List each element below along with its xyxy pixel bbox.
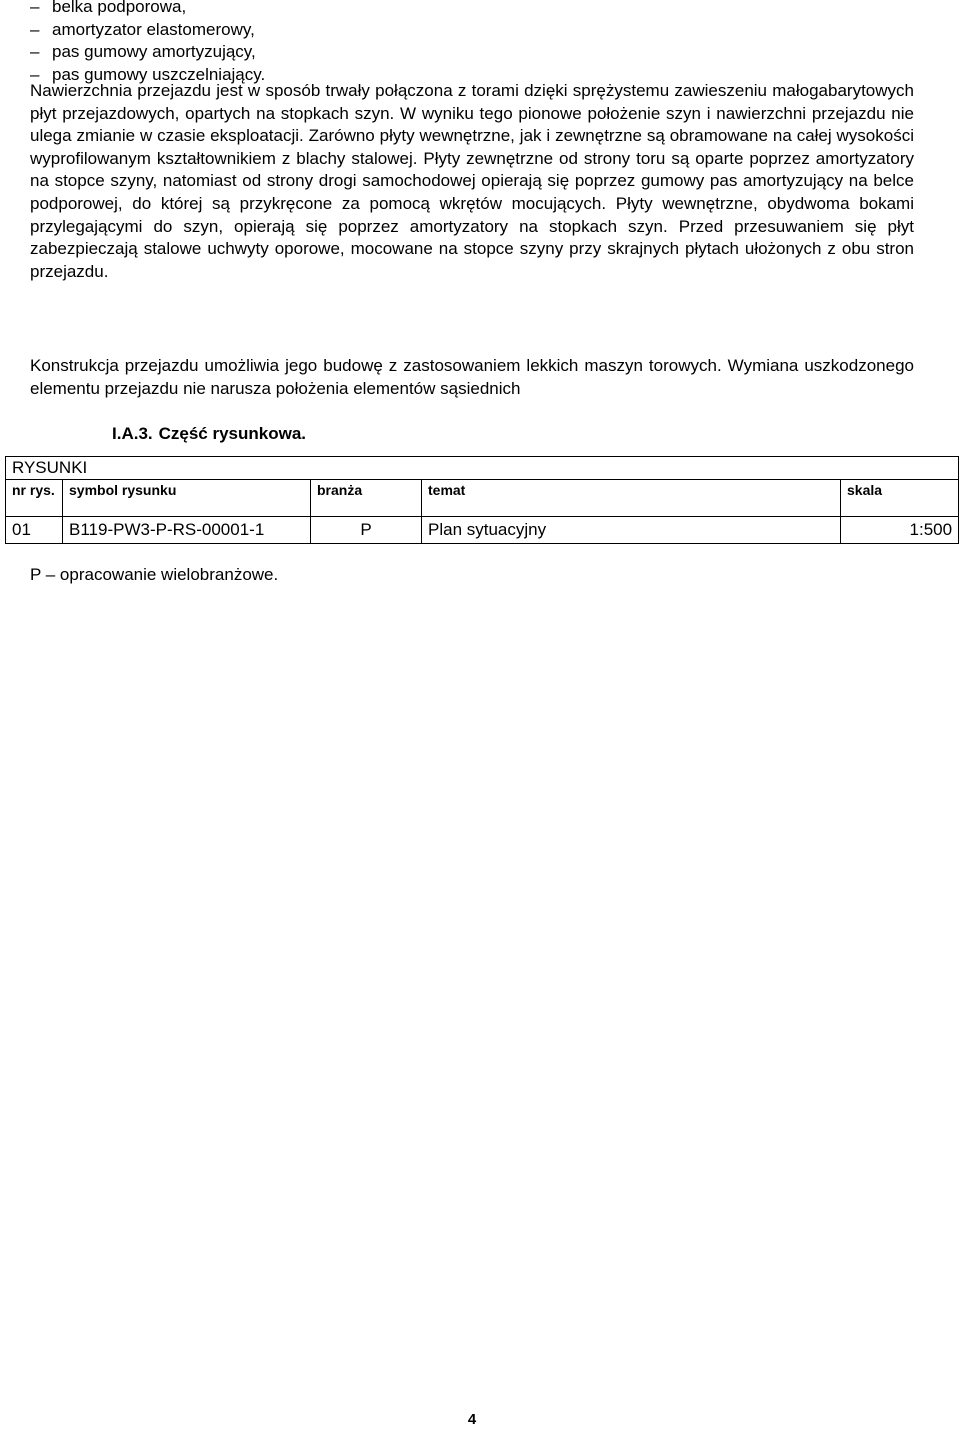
page-number: 4	[467, 1411, 477, 1428]
list-item	[30, 41, 265, 64]
list-item-text: amortyzator elastomerowy,	[52, 19, 255, 39]
legend-note: P – opracowanie wielobranżowe.	[30, 565, 279, 584]
table-header-row	[6, 480, 959, 517]
dash-marker: –	[30, 19, 40, 39]
bullet-list	[30, 0, 265, 86]
cell-nr: 01	[6, 517, 63, 544]
header-branza: branża	[311, 480, 422, 517]
drawings-table	[5, 456, 959, 544]
list-item	[30, 0, 265, 19]
header-temat: temat	[422, 480, 841, 517]
cell-skala: 1:500	[841, 517, 959, 544]
section-title: Część rysunkowa.	[158, 424, 307, 443]
table-title: RYSUNKI	[6, 457, 959, 480]
dash-marker: –	[30, 42, 40, 61]
dash-marker: –	[30, 64, 40, 84]
paragraph-assembly: Konstrukcja przejazdu umożliwia jego budowę z zastosowaniem lekkich maszyn torowych. Wymiana uszkodzonego elementu przejazdu nie narusza położenia elementów sąsiednich	[30, 356, 914, 398]
list-item-text: pas gumowy uszczelniający.	[52, 64, 266, 84]
section-heading	[112, 423, 306, 445]
cell-branza: P	[311, 517, 422, 544]
cell-symbol: B119-PW3-P-RS-00001-1	[63, 517, 311, 544]
list-item-text: pas gumowy amortyzujący,	[52, 42, 256, 61]
table-title-row	[6, 457, 959, 480]
table-row	[6, 517, 959, 544]
list-item	[30, 19, 265, 42]
header-nr: nr rys.	[6, 480, 63, 517]
list-item-text: belka podporowa,	[52, 0, 187, 16]
header-symbol: symbol rysunku	[63, 480, 311, 517]
cell-temat: Plan sytuacyjny	[422, 517, 841, 544]
header-skala: skala	[841, 480, 959, 517]
section-number: I.A.3.	[112, 424, 153, 443]
paragraph-construction: Nawierzchnia przejazdu jest w sposób trwały połączona z torami dzięki sprężystemu zawieszeniu małogabarytowych płyt przejazdowych, opartych na stopkach szyn. W wyniku tego pionowe położenie szyn i nawierzchni przejazdu nie ulega zmianie w czasie eksploatacji. Zarówno płyty wewnętrzne, jak i zewnętrzne są obramowane na całej wysokości wyprofilowanym kształtownikiem z blachy stalowej. Płyty zewnętrzne od strony toru są oparte poprzez amortyzatory na stopce szyny, natomiast od strony drogi samochodowej opierają się poprzez gumowy pas amortyzujący na belce podporowej, do której są przykręcone za pomocą wkrętów mocujących. Płyty wewnętrzne, obydwoma bokami przylegającymi do szyn, opierają się poprzez amortyzatory na stopkach szyn. Przed przesuwaniem się płyt zabezpieczają stalowe uchwyty oporowe, mocowane na stopce szyny przy skrajnych płytach ułożonych z obu stron przejazdu.	[30, 81, 914, 281]
dash-marker: –	[30, 0, 40, 16]
